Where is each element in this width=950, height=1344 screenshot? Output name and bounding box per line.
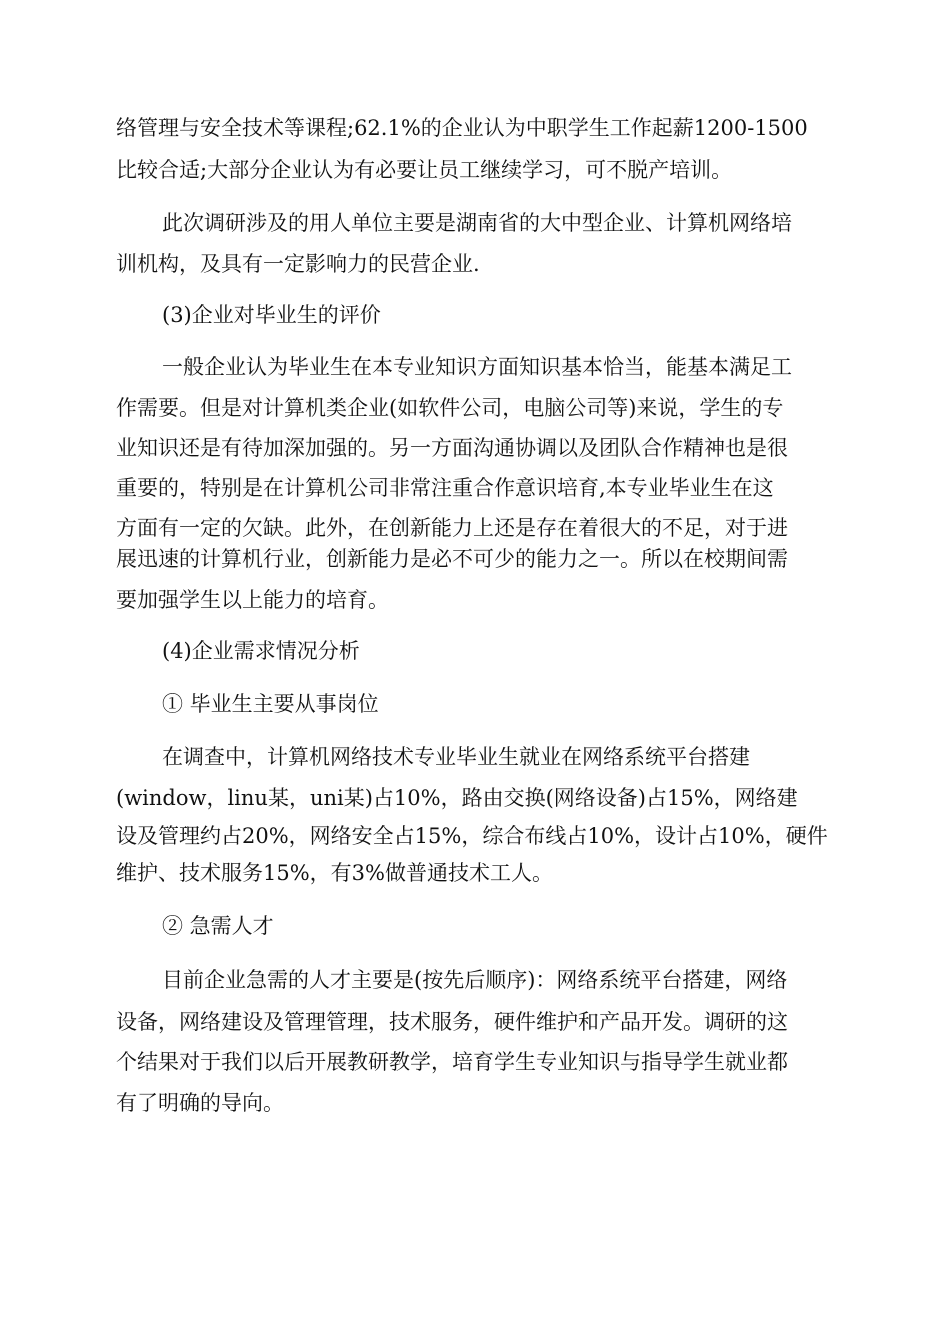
paragraph-line: 设备，网络建设及管理管理，技术服务，硬件维护和产品开发。调研的这 — [116, 1010, 788, 1034]
paragraph-line: 训机构，及具有一定影响力的民营企业. — [116, 252, 480, 276]
paragraph-line: 作需要。但是对计算机类企业(如软件公司，电脑公司等)来说，学生的专 — [116, 396, 784, 420]
paragraph-line: 设及管理约占20%，网络安全占15%，综合布线占10%，设计占10%，硬件 — [116, 824, 828, 848]
paragraph-line: 在调查中，计算机网络技术专业毕业生就业在网络系统平台搭建 — [162, 745, 750, 769]
paragraph-line: 展迅速的计算机行业，创新能力是必不可少的能力之一。所以在校期间需 — [116, 547, 788, 571]
paragraph-line: 个结果对于我们以后开展教研教学，培育学生专业知识与指导学生就业都 — [116, 1050, 788, 1074]
paragraph-line: 一般企业认为毕业生在本专业知识方面知识基本恰当，能基本满足工 — [162, 355, 792, 379]
paragraph-line: (window，linu某，uni某)占10%，路由交换(网络设备)占15%，网络建 — [116, 786, 798, 810]
paragraph-line: 此次调研涉及的用人单位主要是湖南省的大中型企业、计算机网络培 — [162, 211, 792, 235]
paragraph-line: 维护、技术服务15%，有3%做普通技术工人。 — [116, 861, 553, 885]
paragraph-line: 方面有一定的欠缺。此外，在创新能力上还是存在着很大的不足，对于进 — [116, 516, 788, 540]
paragraph-line: 比较合适;大部分企业认为有必要让员工继续学习，可不脱产培训。 — [116, 158, 733, 182]
subsection-heading: ① 毕业生主要从事岗位 — [162, 692, 379, 716]
subsection-heading: ② 急需人才 — [162, 914, 274, 938]
section-heading: (3)企业对毕业生的评价 — [162, 303, 381, 327]
paragraph-line: 络管理与安全技术等课程;62.1%的企业认为中职学生工作起薪1200-1500 — [116, 116, 808, 140]
paragraph-line: 要加强学生以上能力的培育。 — [116, 588, 389, 612]
paragraph-line: 目前企业急需的人才主要是(按先后顺序)：网络系统平台搭建，网络 — [162, 968, 788, 992]
section-heading: (4)企业需求情况分析 — [162, 639, 360, 663]
paragraph-line: 有了明确的导向。 — [116, 1091, 284, 1115]
paragraph-line: 重要的，特别是在计算机公司非常注重合作意识培育,本专业毕业生在这 — [116, 476, 774, 500]
paragraph-line: 业知识还是有待加深加强的。另一方面沟通协调以及团队合作精神也是很 — [116, 436, 788, 460]
